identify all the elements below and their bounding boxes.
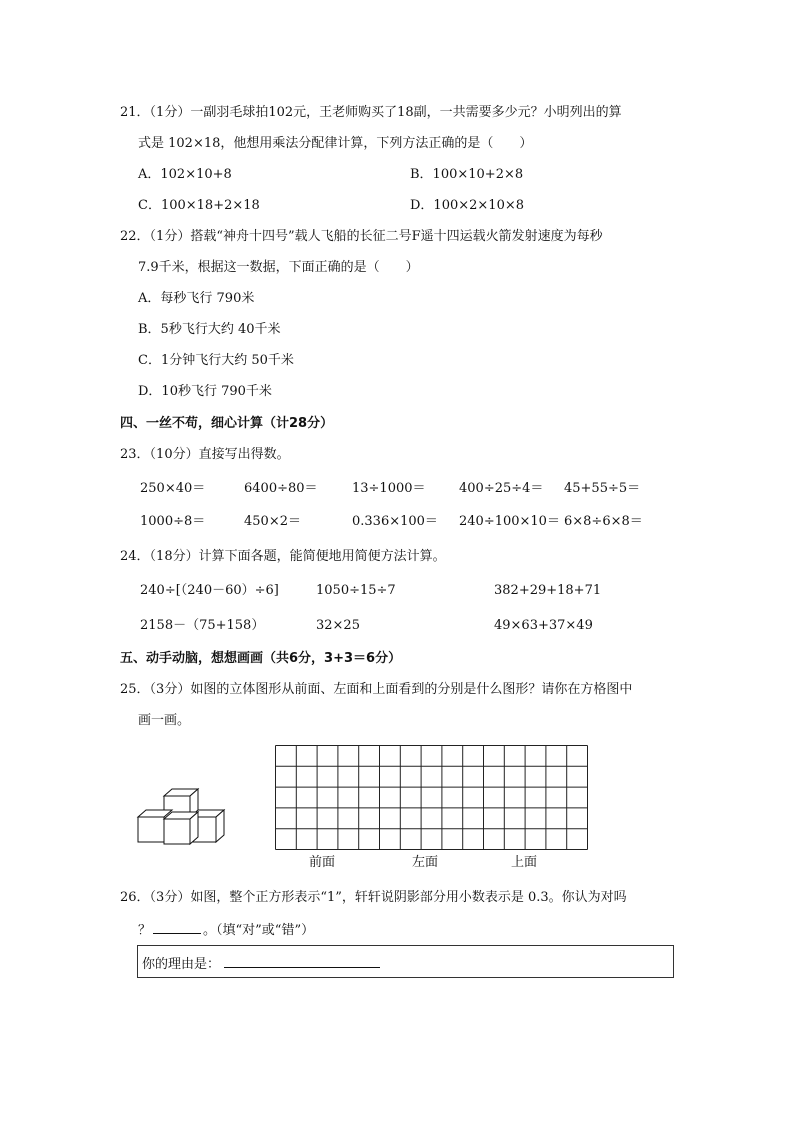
q23-item: 1000÷8＝ [140, 514, 206, 529]
q21-option-a: A．102×10+8 [138, 167, 232, 182]
q24-item: 32×25 [316, 618, 360, 633]
drawing-grid[interactable] [275, 745, 588, 852]
q24-item: 49×63+37×49 [494, 618, 593, 633]
q24-item: 240÷[（240－60）÷6] [140, 583, 279, 598]
q23-item: 0.336×100＝ [352, 514, 438, 529]
section-4-heading: 四、一丝不苟，细心计算（计28分） [120, 416, 334, 431]
q26-answer-blank[interactable] [153, 921, 201, 934]
q24-item: 2158－（75+158） [140, 618, 265, 633]
section-5-heading: 五、动手动脑，想想画画（共6分，3+3＝6分） [120, 651, 402, 666]
q22-line2: 7.9千米，根据这一数据，下面正确的是（ ） [138, 260, 419, 275]
q22-option-a: A．每秒飞行 790米 [138, 291, 255, 306]
q23-item: 45+55÷5＝ [564, 481, 641, 496]
q21-option-c: C．100×18+2×18 [138, 198, 260, 213]
q23-item: 250×40＝ [140, 481, 206, 496]
q26-reason-blank[interactable] [224, 954, 380, 968]
q21-option-b: B．100×10+2×8 [410, 167, 524, 182]
q24-item: 382+29+18+71 [494, 583, 602, 598]
grid-label-front: 前面 [309, 855, 336, 870]
q26-line2-prefix: ？ [138, 923, 152, 938]
q23-item: 400÷25÷4＝ [459, 481, 544, 496]
q22-option-d: D．10秒飞行 790千米 [138, 384, 272, 399]
q22-option-b: B．5秒飞行大约 40千米 [138, 322, 281, 337]
q26-line2-suffix: 。（填“对”或“错”） [203, 923, 315, 938]
q21-line2: 式是 102×18，他想用乘法分配律计算，下列方法正确的是（ ） [138, 136, 533, 151]
q23-item: 450×2＝ [244, 514, 301, 529]
q21-line1: 21．（1分）一副羽毛球拍102元，王老师购买了18副，一共需要多少元？小明列出的算 [120, 105, 622, 120]
q25-line1: 25．（3分）如图的立体图形从前面、左面和上面看到的分别是什么图形？请你在方格图中 [120, 682, 633, 697]
q23-item: 13÷1000＝ [352, 481, 426, 496]
q26-reason-label: 你的理由是： [142, 957, 221, 972]
q26-line2 [138, 921, 314, 939]
q25-line2: 画一画。 [138, 713, 191, 728]
q24-title: 24．（18分）计算下面各题，能简便地用简便方法计算。 [120, 549, 446, 564]
q22-option-c: C．1分钟飞行大约 50千米 [138, 353, 294, 368]
q26-line1: 26．（3分）如图，整个正方形表示“1”，轩轩说阴影部分用小数表示是 0.3。你认为对吗 [120, 890, 627, 905]
q26-reason-row [142, 954, 380, 973]
q23-item: 6×8÷6×8＝ [564, 514, 643, 529]
q26-reason-box [137, 945, 674, 978]
grid-label-top: 上面 [511, 855, 538, 870]
q23-item: 6400÷80＝ [244, 481, 318, 496]
q21-option-d: D．100×2×10×8 [410, 198, 524, 213]
q24-item: 1050÷15÷7 [316, 583, 396, 598]
q23-title: 23．（10分）直接写出得数。 [120, 447, 290, 462]
grid-label-left: 左面 [412, 855, 439, 870]
q23-item: 240÷100×10＝ [459, 514, 560, 529]
q22-line1: 22．（1分）搭载“神舟十四号”载人飞船的长征二号F遥十四运载火箭发射速度为每秒 [120, 229, 603, 244]
stacked-cubes-figure [134, 786, 228, 850]
